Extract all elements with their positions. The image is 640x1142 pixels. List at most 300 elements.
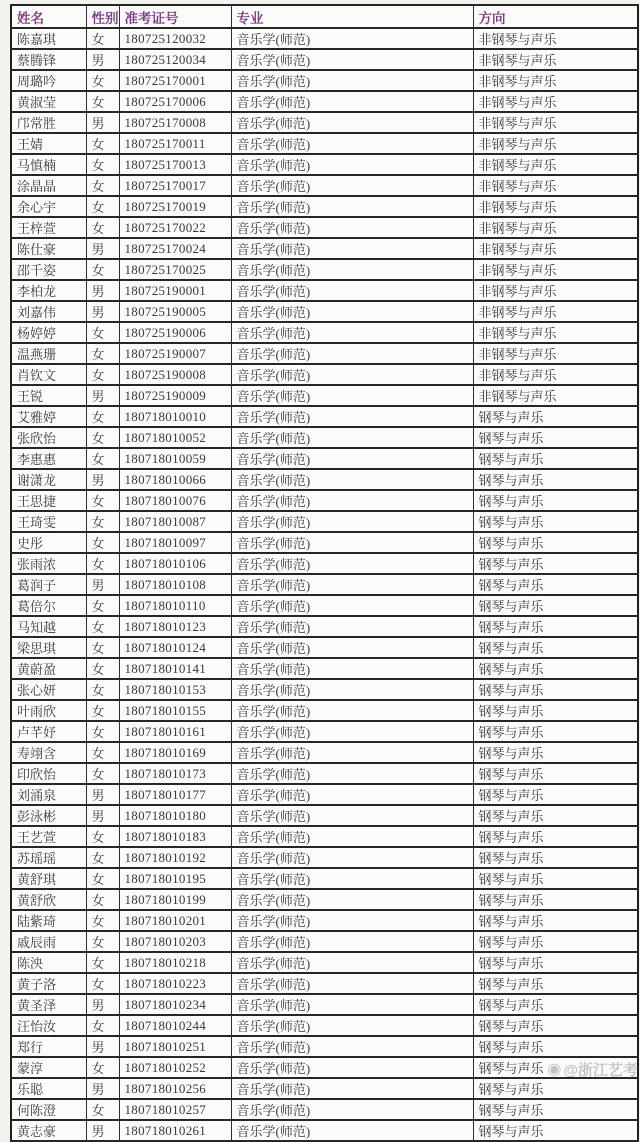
- cell-major: 音乐学(师范): [231, 280, 473, 301]
- cell-direction: 钢琴与声乐: [473, 1099, 638, 1120]
- cell-gender: 女: [86, 532, 119, 553]
- cell-gender: 女: [86, 406, 119, 427]
- cell-name: 梁思琪: [11, 637, 86, 658]
- cell-gender: 女: [86, 931, 119, 952]
- cell-name: 叶雨欣: [11, 700, 86, 721]
- cell-major: 音乐学(师范): [231, 595, 473, 616]
- cell-name: 黄舒欣: [11, 889, 86, 910]
- cell-exam-id: 180725190001: [119, 280, 231, 301]
- table-row: [11, 364, 638, 385]
- cell-major: 音乐学(师范): [231, 364, 473, 385]
- cell-name: 余心宇: [11, 196, 86, 217]
- cell-name: 艾雅婷: [11, 406, 86, 427]
- cell-exam-id: 180718010110: [119, 595, 231, 616]
- cell-direction: 钢琴与声乐: [473, 490, 638, 511]
- cell-exam-id: 180725190009: [119, 385, 231, 406]
- table-row: [11, 574, 638, 595]
- cell-exam-id: 180718010076: [119, 490, 231, 511]
- cell-name: 黄舒琪: [11, 868, 86, 889]
- cell-gender: 男: [86, 49, 119, 70]
- cell-exam-id: 180718010261: [119, 1120, 231, 1141]
- col-header-exam-id: 准考证号: [119, 5, 231, 28]
- cell-direction: 钢琴与声乐: [473, 742, 638, 763]
- table-row: [11, 1099, 638, 1120]
- cell-direction: 非钢琴与声乐: [473, 301, 638, 322]
- cell-exam-id: 180718010218: [119, 952, 231, 973]
- cell-direction: 钢琴与声乐: [473, 973, 638, 994]
- cell-direction: 钢琴与声乐: [473, 469, 638, 490]
- cell-major: 音乐学(师范): [231, 448, 473, 469]
- cell-exam-id: 180725170017: [119, 175, 231, 196]
- cell-name: 蒙淳: [11, 1057, 86, 1078]
- cell-name: 马慎楠: [11, 154, 86, 175]
- table-row: [11, 511, 638, 532]
- cell-major: 音乐学(师范): [231, 1120, 473, 1141]
- cell-gender: 女: [86, 742, 119, 763]
- cell-direction: 非钢琴与声乐: [473, 70, 638, 91]
- cell-direction: 非钢琴与声乐: [473, 154, 638, 175]
- cell-exam-id: 180718010192: [119, 847, 231, 868]
- cell-name: 王婧: [11, 133, 86, 154]
- cell-exam-id: 180718010059: [119, 448, 231, 469]
- table-row: [11, 1057, 638, 1078]
- table-row: [11, 91, 638, 112]
- watermark-text: @浙江艺考: [563, 1062, 638, 1079]
- cell-major: 音乐学(师范): [231, 490, 473, 511]
- cell-direction: 钢琴与声乐: [473, 763, 638, 784]
- cell-direction: 钢琴与声乐: [473, 868, 638, 889]
- cell-name: 何陈澄: [11, 1099, 86, 1120]
- table-body: [11, 28, 638, 1141]
- cell-name: 黄圣泽: [11, 994, 86, 1015]
- cell-major: 音乐学(师范): [231, 238, 473, 259]
- cell-name: 黄淑莹: [11, 91, 86, 112]
- cell-major: 音乐学(师范): [231, 133, 473, 154]
- cell-gender: 女: [86, 637, 119, 658]
- table-row: [11, 553, 638, 574]
- col-header-name: 姓名: [11, 5, 86, 28]
- cell-major: 音乐学(师范): [231, 196, 473, 217]
- cell-exam-id: 180718010123: [119, 616, 231, 637]
- cell-name: 印欣怡: [11, 763, 86, 784]
- cell-major: 音乐学(师范): [231, 1015, 473, 1036]
- cell-name: 黄蔚盈: [11, 658, 86, 679]
- cell-major: 音乐学(师范): [231, 91, 473, 112]
- cell-gender: 女: [86, 511, 119, 532]
- cell-direction: 钢琴与声乐: [473, 1036, 638, 1057]
- cell-name: 乐聪: [11, 1078, 86, 1099]
- cell-gender: 男: [86, 469, 119, 490]
- cell-gender: 女: [86, 973, 119, 994]
- cell-name: 黄志豪: [11, 1120, 86, 1141]
- cell-name: 陈仕豪: [11, 238, 86, 259]
- cell-major: 音乐学(师范): [231, 973, 473, 994]
- cell-name: 马知越: [11, 616, 86, 637]
- cell-exam-id: 180725170006: [119, 91, 231, 112]
- cell-direction: 钢琴与声乐: [473, 910, 638, 931]
- table-row: [11, 1036, 638, 1057]
- table-row: [11, 427, 638, 448]
- cell-exam-id: 180718010155: [119, 700, 231, 721]
- cell-name: 刘涌泉: [11, 784, 86, 805]
- table-header-row: [11, 5, 638, 28]
- table-row: [11, 406, 638, 427]
- cell-gender: 女: [86, 448, 119, 469]
- cell-gender: 男: [86, 301, 119, 322]
- cell-gender: 女: [86, 700, 119, 721]
- cell-gender: 女: [86, 616, 119, 637]
- cell-exam-id: 180718010124: [119, 637, 231, 658]
- table-row: [11, 889, 638, 910]
- cell-exam-id: 180718010153: [119, 679, 231, 700]
- cell-major: 音乐学(师范): [231, 994, 473, 1015]
- cell-exam-id: 180725170025: [119, 259, 231, 280]
- cell-direction: 钢琴与声乐: [473, 511, 638, 532]
- cell-name: 王艺萱: [11, 826, 86, 847]
- cell-exam-id: 180718010252: [119, 1057, 231, 1078]
- cell-direction: 钢琴与声乐: [473, 889, 638, 910]
- cell-major: 音乐学(师范): [231, 259, 473, 280]
- cell-name: 黄子洛: [11, 973, 86, 994]
- cell-exam-id: 180718010199: [119, 889, 231, 910]
- cell-gender: 女: [86, 826, 119, 847]
- cell-exam-id: 180725170024: [119, 238, 231, 259]
- cell-gender: 女: [86, 196, 119, 217]
- table-row: [11, 1015, 638, 1036]
- cell-exam-id: 180718010087: [119, 511, 231, 532]
- cell-name: 张雨浓: [11, 553, 86, 574]
- cell-major: 音乐学(师范): [231, 301, 473, 322]
- cell-major: 音乐学(师范): [231, 217, 473, 238]
- cell-gender: 男: [86, 1120, 119, 1141]
- cell-direction: 钢琴与声乐: [473, 595, 638, 616]
- cell-gender: 男: [86, 805, 119, 826]
- cell-major: 音乐学(师范): [231, 175, 473, 196]
- cell-exam-id: 180718010183: [119, 826, 231, 847]
- table-row: [11, 385, 638, 406]
- cell-direction: 钢琴与声乐: [473, 658, 638, 679]
- cell-gender: 女: [86, 658, 119, 679]
- cell-direction: 钢琴与声乐: [473, 931, 638, 952]
- cell-gender: 女: [86, 889, 119, 910]
- cell-direction: 钢琴与声乐: [473, 427, 638, 448]
- cell-exam-id: 180718010141: [119, 658, 231, 679]
- cell-exam-id: 180718010201: [119, 910, 231, 931]
- cell-name: 葛润子: [11, 574, 86, 595]
- cell-direction: 钢琴与声乐: [473, 1057, 638, 1078]
- cell-name: 王锐: [11, 385, 86, 406]
- cell-name: 陈嘉琪: [11, 28, 86, 49]
- cell-exam-id: 180718010052: [119, 427, 231, 448]
- cell-exam-id: 180718010223: [119, 973, 231, 994]
- cell-direction: 非钢琴与声乐: [473, 112, 638, 133]
- cell-direction: 钢琴与声乐: [473, 1015, 638, 1036]
- cell-gender: 女: [86, 1057, 119, 1078]
- cell-exam-id: 180718010106: [119, 553, 231, 574]
- cell-exam-id: 180725170001: [119, 70, 231, 91]
- cell-exam-id: 180718010244: [119, 1015, 231, 1036]
- table-row: [11, 1078, 638, 1099]
- table-row: [11, 175, 638, 196]
- cell-direction: 钢琴与声乐: [473, 952, 638, 973]
- cell-exam-id: 180718010203: [119, 931, 231, 952]
- cell-major: 音乐学(师范): [231, 616, 473, 637]
- cell-direction: 非钢琴与声乐: [473, 49, 638, 70]
- cell-direction: 非钢琴与声乐: [473, 238, 638, 259]
- cell-name: 王琦雯: [11, 511, 86, 532]
- table-row: [11, 196, 638, 217]
- cell-gender: 女: [86, 28, 119, 49]
- cell-major: 音乐学(师范): [231, 28, 473, 49]
- cell-exam-id: 180718010180: [119, 805, 231, 826]
- cell-gender: 女: [86, 1015, 119, 1036]
- cell-direction: 非钢琴与声乐: [473, 322, 638, 343]
- cell-major: 音乐学(师范): [231, 931, 473, 952]
- cell-direction: 非钢琴与声乐: [473, 364, 638, 385]
- cell-gender: 女: [86, 364, 119, 385]
- cell-major: 音乐学(师范): [231, 1099, 473, 1120]
- cell-direction: 钢琴与声乐: [473, 700, 638, 721]
- table-row: [11, 532, 638, 553]
- cell-exam-id: 180718010177: [119, 784, 231, 805]
- cell-direction: 钢琴与声乐: [473, 448, 638, 469]
- table-row: [11, 700, 638, 721]
- cell-major: 音乐学(师范): [231, 805, 473, 826]
- cell-exam-id: 180718010169: [119, 742, 231, 763]
- table-row: [11, 133, 638, 154]
- cell-exam-id: 180725190008: [119, 364, 231, 385]
- table-row: [11, 721, 638, 742]
- cell-name: 汪怡汝: [11, 1015, 86, 1036]
- table-row: [11, 28, 638, 49]
- cell-major: 音乐学(师范): [231, 322, 473, 343]
- cell-major: 音乐学(师范): [231, 532, 473, 553]
- cell-direction: 钢琴与声乐: [473, 721, 638, 742]
- cell-major: 音乐学(师范): [231, 427, 473, 448]
- cell-major: 音乐学(师范): [231, 553, 473, 574]
- cell-gender: 女: [86, 868, 119, 889]
- cell-major: 音乐学(师范): [231, 910, 473, 931]
- table-row: [11, 1120, 638, 1141]
- table-row: [11, 847, 638, 868]
- cell-name: 郑行: [11, 1036, 86, 1057]
- cell-exam-id: 180725170013: [119, 154, 231, 175]
- cell-exam-id: 180725190006: [119, 322, 231, 343]
- cell-name: 葛倍尔: [11, 595, 86, 616]
- cell-name: 史彤: [11, 532, 86, 553]
- cell-gender: 男: [86, 574, 119, 595]
- table-row: [11, 301, 638, 322]
- cell-direction: 非钢琴与声乐: [473, 385, 638, 406]
- cell-name: 王梓萱: [11, 217, 86, 238]
- cell-name: 肖钦文: [11, 364, 86, 385]
- cell-name: 王思捷: [11, 490, 86, 511]
- table-row: [11, 322, 638, 343]
- table-row: [11, 742, 638, 763]
- cell-exam-id: 180725170008: [119, 112, 231, 133]
- cell-major: 音乐学(师范): [231, 763, 473, 784]
- cell-exam-id: 180718010256: [119, 1078, 231, 1099]
- cell-major: 音乐学(师范): [231, 721, 473, 742]
- cell-exam-id: 180718010173: [119, 763, 231, 784]
- cell-name: 寿翊含: [11, 742, 86, 763]
- cell-major: 音乐学(师范): [231, 784, 473, 805]
- cell-name: 周璐吟: [11, 70, 86, 91]
- table-row: [11, 826, 638, 847]
- cell-name: 张欣怡: [11, 427, 86, 448]
- cell-gender: 男: [86, 280, 119, 301]
- cell-gender: 女: [86, 952, 119, 973]
- cell-name: 李柏龙: [11, 280, 86, 301]
- cell-gender: 男: [86, 112, 119, 133]
- table-row: [11, 658, 638, 679]
- cell-gender: 男: [86, 1036, 119, 1057]
- candidate-roster-table-wrap: [10, 4, 637, 1139]
- cell-exam-id: 180718010257: [119, 1099, 231, 1120]
- cell-major: 音乐学(师范): [231, 889, 473, 910]
- table-row: [11, 952, 638, 973]
- cell-gender: 女: [86, 721, 119, 742]
- cell-name: 陆紫琦: [11, 910, 86, 931]
- cell-direction: 钢琴与声乐: [473, 574, 638, 595]
- cell-name: 彭泳彬: [11, 805, 86, 826]
- cell-gender: 女: [86, 343, 119, 364]
- cell-direction: 钢琴与声乐: [473, 805, 638, 826]
- cell-major: 音乐学(师范): [231, 70, 473, 91]
- table-row: [11, 343, 638, 364]
- cell-gender: 女: [86, 490, 119, 511]
- table-row: [11, 49, 638, 70]
- cell-direction: 非钢琴与声乐: [473, 175, 638, 196]
- cell-direction: 钢琴与声乐: [473, 553, 638, 574]
- cell-gender: 男: [86, 994, 119, 1015]
- cell-direction: 钢琴与声乐: [473, 532, 638, 553]
- cell-major: 音乐学(师范): [231, 826, 473, 847]
- cell-exam-id: 180718010010: [119, 406, 231, 427]
- table-row: [11, 469, 638, 490]
- cell-major: 音乐学(师范): [231, 658, 473, 679]
- cell-gender: 男: [86, 238, 119, 259]
- table-row: [11, 973, 638, 994]
- cell-gender: 女: [86, 847, 119, 868]
- table-row: [11, 238, 638, 259]
- cell-major: 音乐学(师范): [231, 1036, 473, 1057]
- cell-exam-id: 180718010251: [119, 1036, 231, 1057]
- cell-name: 涂晶晶: [11, 175, 86, 196]
- candidate-roster-table: [10, 4, 639, 1142]
- table-row: [11, 784, 638, 805]
- cell-major: 音乐学(师范): [231, 343, 473, 364]
- table-row: [11, 931, 638, 952]
- cell-exam-id: 180718010108: [119, 574, 231, 595]
- weibo-eye-icon: ◉: [547, 1060, 562, 1078]
- cell-gender: 女: [86, 217, 119, 238]
- cell-gender: 女: [86, 595, 119, 616]
- table-row: [11, 259, 638, 280]
- cell-exam-id: 180725170019: [119, 196, 231, 217]
- cell-exam-id: 180718010234: [119, 994, 231, 1015]
- table-row: [11, 616, 638, 637]
- cell-exam-id: 180718010161: [119, 721, 231, 742]
- cell-gender: 女: [86, 154, 119, 175]
- cell-direction: 钢琴与声乐: [473, 637, 638, 658]
- cell-major: 音乐学(师范): [231, 406, 473, 427]
- cell-major: 音乐学(师范): [231, 637, 473, 658]
- cell-major: 音乐学(师范): [231, 1057, 473, 1078]
- cell-direction: 非钢琴与声乐: [473, 343, 638, 364]
- cell-exam-id: 180718010066: [119, 469, 231, 490]
- cell-gender: 女: [86, 175, 119, 196]
- cell-major: 音乐学(师范): [231, 385, 473, 406]
- cell-gender: 女: [86, 763, 119, 784]
- cell-name: 杨婷婷: [11, 322, 86, 343]
- cell-direction: 非钢琴与声乐: [473, 259, 638, 280]
- cell-gender: 女: [86, 427, 119, 448]
- table-row: [11, 70, 638, 91]
- cell-direction: 钢琴与声乐: [473, 784, 638, 805]
- table-row: [11, 595, 638, 616]
- cell-name: 戚辰雨: [11, 931, 86, 952]
- cell-major: 音乐学(师范): [231, 112, 473, 133]
- table-row: [11, 154, 638, 175]
- cell-major: 音乐学(师范): [231, 868, 473, 889]
- col-header-direction: 方向: [473, 5, 638, 28]
- cell-direction: 非钢琴与声乐: [473, 280, 638, 301]
- cell-gender: 男: [86, 1078, 119, 1099]
- col-header-gender: 性别: [86, 5, 119, 28]
- cell-major: 音乐学(师范): [231, 679, 473, 700]
- cell-gender: 男: [86, 385, 119, 406]
- cell-direction: 钢琴与声乐: [473, 1120, 638, 1141]
- cell-major: 音乐学(师范): [231, 847, 473, 868]
- cell-exam-id: 180725120032: [119, 28, 231, 49]
- cell-major: 音乐学(师范): [231, 574, 473, 595]
- table-row: [11, 763, 638, 784]
- cell-name: 陈泱: [11, 952, 86, 973]
- cell-exam-id: 180718010097: [119, 532, 231, 553]
- cell-gender: 女: [86, 133, 119, 154]
- cell-direction: 非钢琴与声乐: [473, 217, 638, 238]
- cell-name: 李惠惠: [11, 448, 86, 469]
- col-header-major: 专业: [231, 5, 473, 28]
- cell-exam-id: 180725170022: [119, 217, 231, 238]
- cell-name: 邝常胜: [11, 112, 86, 133]
- cell-exam-id: 180718010195: [119, 868, 231, 889]
- cell-gender: 女: [86, 1099, 119, 1120]
- cell-major: 音乐学(师范): [231, 1078, 473, 1099]
- cell-name: 卢芊妤: [11, 721, 86, 742]
- cell-name: 刘嘉伟: [11, 301, 86, 322]
- cell-name: 邵千姿: [11, 259, 86, 280]
- cell-direction: 钢琴与声乐: [473, 679, 638, 700]
- cell-name: 谢潇龙: [11, 469, 86, 490]
- cell-exam-id: 180725170011: [119, 133, 231, 154]
- cell-gender: 女: [86, 553, 119, 574]
- table-row: [11, 448, 638, 469]
- cell-exam-id: 180725190007: [119, 343, 231, 364]
- cell-gender: 女: [86, 910, 119, 931]
- cell-gender: 女: [86, 70, 119, 91]
- table-row: [11, 112, 638, 133]
- cell-exam-id: 180725190005: [119, 301, 231, 322]
- cell-major: 音乐学(师范): [231, 742, 473, 763]
- cell-direction: 非钢琴与声乐: [473, 28, 638, 49]
- table-row: [11, 805, 638, 826]
- cell-direction: 钢琴与声乐: [473, 847, 638, 868]
- cell-gender: 女: [86, 322, 119, 343]
- cell-name: 蔡腾锋: [11, 49, 86, 70]
- cell-gender: 女: [86, 679, 119, 700]
